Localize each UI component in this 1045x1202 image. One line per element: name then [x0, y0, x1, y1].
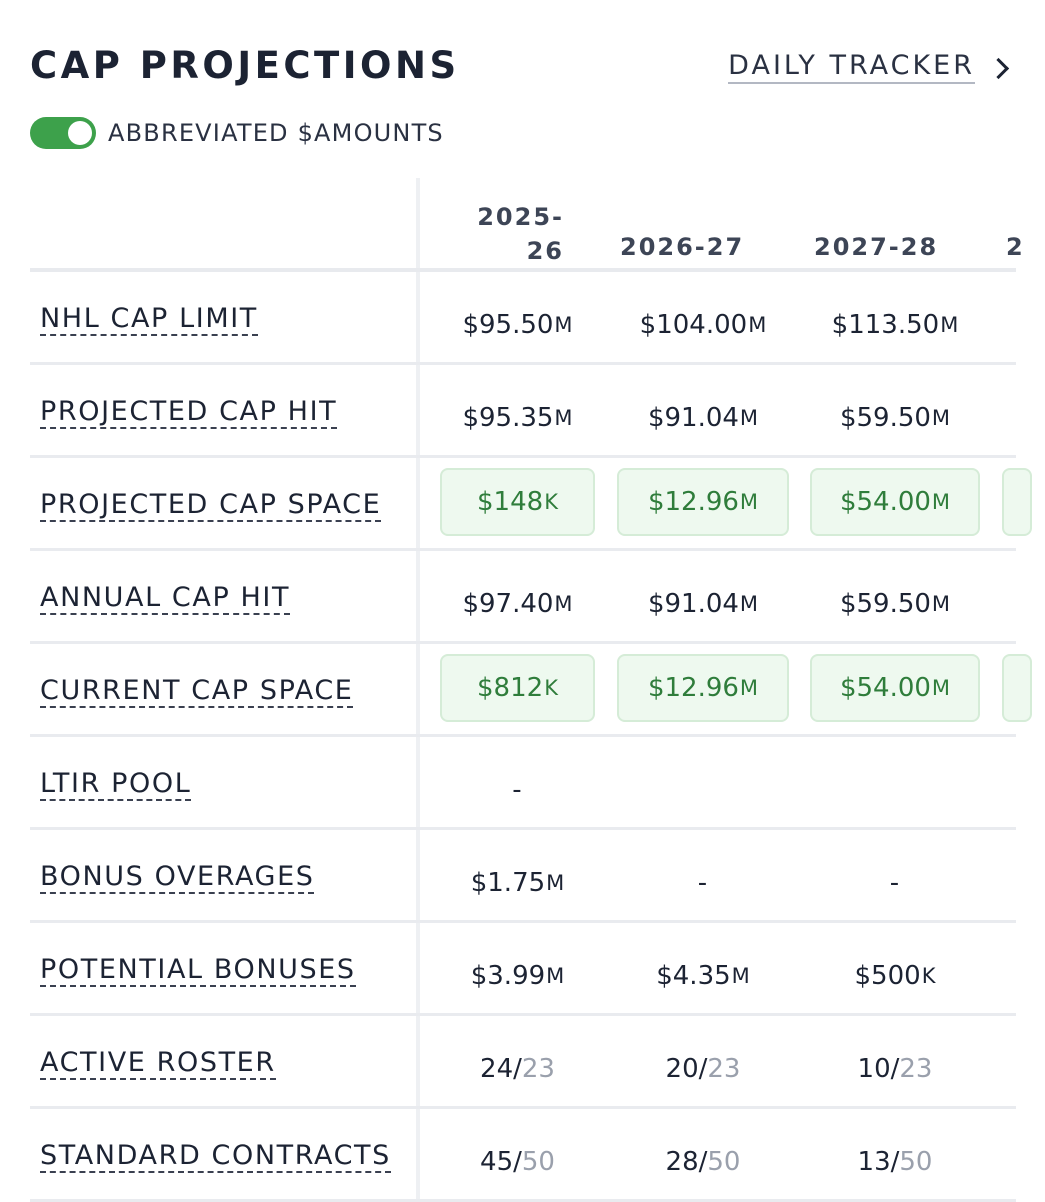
row-label[interactable]: PROJECTED CAP SPACE — [40, 489, 382, 520]
abbreviated-amounts-toggle[interactable] — [30, 117, 96, 149]
cell-value: $59.50 — [839, 403, 931, 433]
row-label[interactable]: PROJECTED CAP HIT — [40, 396, 338, 427]
cell-unit: M — [554, 313, 573, 337]
cell-value: $91.04 — [647, 589, 739, 619]
table-cell — [810, 756, 980, 824]
table-cell — [810, 1128, 980, 1196]
table-cell-partial — [1002, 654, 1032, 722]
cell-value: $95.35 — [462, 403, 554, 433]
cell-unit: M — [931, 490, 951, 514]
cell-value: $113.50 — [831, 310, 940, 340]
table-cell — [810, 942, 980, 1010]
cell-value: $1.75 — [470, 868, 546, 898]
cell-unit: M — [546, 871, 565, 895]
cell-unit: M — [748, 313, 767, 337]
table-row — [30, 1109, 1016, 1202]
cell-value: - — [889, 868, 900, 898]
cell-value: $91.04 — [647, 403, 739, 433]
column-header-2027-28: 2027-28 — [814, 233, 939, 261]
cell-value: - — [697, 868, 708, 898]
cell-value: $12.96 — [647, 487, 739, 517]
table-cell — [617, 468, 789, 536]
cell-unit: M — [940, 313, 959, 337]
table-cell — [440, 468, 595, 536]
column-header-2025-26 — [464, 200, 564, 268]
row-label[interactable]: STANDARD CONTRACTS — [40, 1140, 391, 1171]
cell-unit: M — [931, 676, 951, 700]
cell-unit: K — [544, 676, 558, 700]
cell-value: $812 — [477, 673, 544, 703]
cell-value: $59.50 — [839, 589, 931, 619]
table-cell — [617, 291, 789, 359]
cell-limit: 23 — [899, 1054, 933, 1084]
table-cell-partial — [1002, 468, 1032, 536]
column-header-2025-26-line2: 26 — [526, 237, 564, 265]
row-label[interactable]: ANNUAL CAP HIT — [40, 582, 291, 613]
cell-unit: K — [921, 964, 936, 988]
cell-value: $12.96 — [647, 673, 739, 703]
cell-value: 24/ — [480, 1054, 522, 1084]
cell-unit: M — [931, 592, 951, 616]
cell-unit: M — [739, 592, 759, 616]
chevron-right-icon[interactable] — [988, 57, 1009, 78]
cell-value: $97.40 — [462, 589, 554, 619]
row-label[interactable]: POTENTIAL BONUSES — [40, 954, 356, 985]
column-header-next: 2 — [1006, 233, 1025, 261]
table-row — [30, 644, 1016, 737]
table-cell — [440, 1128, 595, 1196]
cell-value: 28/ — [665, 1147, 708, 1177]
table-cell — [810, 384, 980, 452]
table-cell — [440, 654, 595, 722]
cell-value: 20/ — [665, 1054, 708, 1084]
page-title: CAP PROJECTIONS — [30, 44, 460, 87]
table-row — [30, 458, 1016, 551]
table-cell — [440, 570, 595, 638]
column-header-2026-27: 2026-27 — [620, 233, 745, 261]
cell-value: $3.99 — [470, 961, 546, 991]
table-cell — [617, 1128, 789, 1196]
cell-limit: 50 — [707, 1147, 741, 1177]
table-row — [30, 1016, 1016, 1109]
cap-projections-table — [30, 178, 1025, 1200]
table-cell — [440, 849, 595, 917]
cell-limit: 50 — [521, 1147, 555, 1177]
table-row — [30, 365, 1016, 458]
row-label[interactable]: LTIR POOL — [40, 768, 192, 799]
row-label[interactable]: BONUS OVERAGES — [40, 861, 315, 892]
table-cell — [810, 849, 980, 917]
table-cell — [617, 942, 789, 1010]
cell-value: $500 — [854, 961, 921, 991]
table-cell — [810, 570, 980, 638]
cell-unit: M — [931, 406, 951, 430]
cell-unit: M — [739, 490, 759, 514]
table-cell — [617, 849, 789, 917]
table-cell — [810, 1035, 980, 1103]
cell-value: $104.00 — [639, 310, 748, 340]
table-cell — [617, 384, 789, 452]
table-cell — [617, 654, 789, 722]
table-cell — [440, 756, 595, 824]
row-label[interactable]: CURRENT CAP SPACE — [40, 675, 354, 706]
cell-unit: M — [554, 592, 573, 616]
cell-value: $54.00 — [839, 487, 931, 517]
cell-value: $4.35 — [656, 961, 731, 991]
table-cell — [440, 1035, 595, 1103]
table-cell — [440, 384, 595, 452]
header — [30, 40, 1010, 100]
cell-value: $54.00 — [839, 673, 931, 703]
cell-unit: M — [731, 964, 750, 988]
table-cell — [810, 291, 980, 359]
cell-limit: 50 — [899, 1147, 933, 1177]
abbreviated-amounts-toggle-row — [30, 116, 444, 150]
row-label[interactable]: ACTIVE ROSTER — [40, 1047, 276, 1078]
cell-unit: M — [739, 676, 759, 700]
abbreviated-amounts-label: ABBREVIATED $AMOUNTS — [108, 119, 444, 147]
table-cell — [810, 654, 980, 722]
row-label[interactable]: NHL CAP LIMIT — [40, 303, 258, 334]
table-row — [30, 737, 1016, 830]
table-cell — [617, 1035, 789, 1103]
cell-value: 45/ — [480, 1147, 522, 1177]
table-row — [30, 551, 1016, 644]
table-header — [30, 178, 1025, 272]
table-row — [30, 272, 1016, 365]
cell-value: 10/ — [857, 1054, 900, 1084]
cell-unit: K — [544, 490, 558, 514]
daily-tracker-label[interactable]: DAILY TRACKER — [728, 50, 975, 84]
cell-value: - — [512, 775, 522, 805]
table-row — [30, 830, 1016, 923]
cell-limit: 23 — [521, 1054, 555, 1084]
cell-unit: M — [554, 406, 573, 430]
cell-value: 13/ — [857, 1147, 900, 1177]
table-cell — [617, 570, 789, 638]
table-row — [30, 923, 1016, 1016]
table-cell — [810, 468, 980, 536]
column-header-2025-26-line1: 2025- — [477, 203, 564, 231]
cell-limit: 23 — [707, 1054, 741, 1084]
cell-unit: M — [546, 964, 565, 988]
daily-tracker-link[interactable] — [728, 50, 1006, 84]
cell-value: $95.50 — [462, 310, 554, 340]
table-cell — [617, 756, 789, 824]
table-cell — [440, 291, 595, 359]
toggle-knob — [68, 121, 92, 145]
table-cell — [440, 942, 595, 1010]
cell-unit: M — [739, 406, 759, 430]
cell-value: $148 — [477, 487, 544, 517]
